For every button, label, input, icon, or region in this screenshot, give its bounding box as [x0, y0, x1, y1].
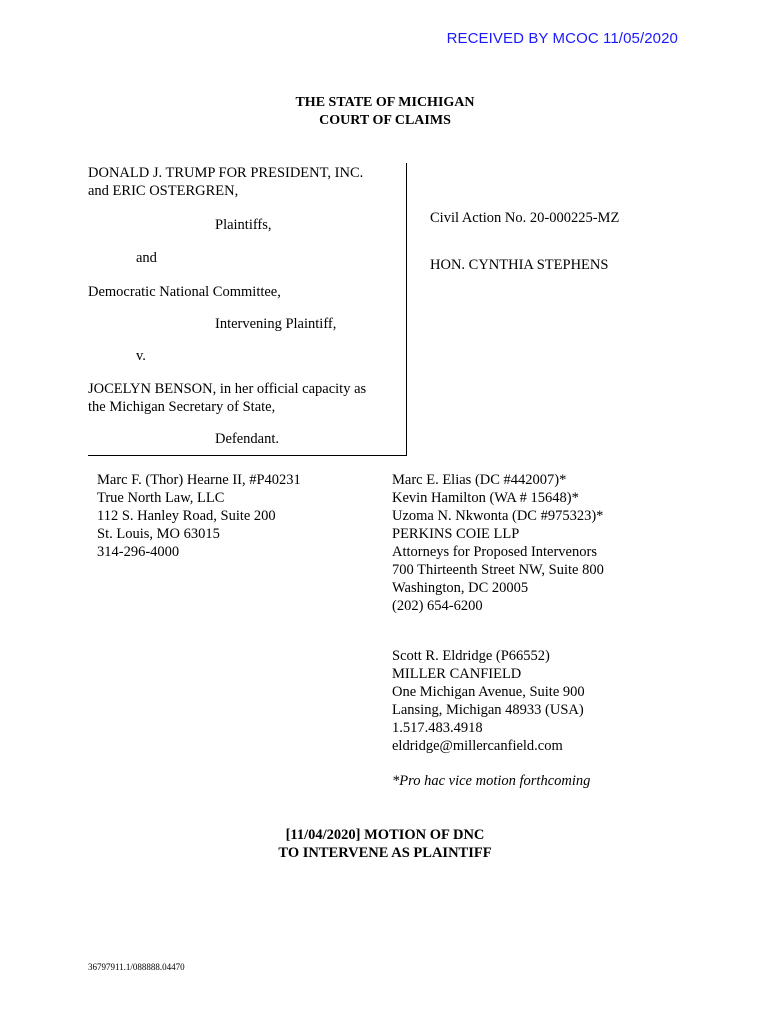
versus: v. — [136, 348, 146, 364]
caption-vertical-rule — [406, 163, 407, 455]
civil-action-number: Civil Action No. 20-000225-MZ — [430, 210, 620, 226]
counsel-line: PERKINS COIE LLP — [392, 526, 520, 542]
intervenor-name: Democratic National Committee, — [88, 284, 281, 300]
judge-name: HON. CYNTHIA STEPHENS — [430, 257, 609, 273]
counsel-line: Scott R. Eldridge (P66552) — [392, 648, 550, 664]
motion-title — [0, 826, 770, 862]
counsel-line: Lansing, Michigan 48933 (USA) — [392, 702, 584, 718]
counsel-miller-block — [392, 647, 585, 755]
counsel-line: Attorneys for Proposed Intervenors — [392, 544, 597, 560]
pro-hac-vice-note: *Pro hac vice motion forthcoming — [392, 773, 591, 789]
motion-title-line1: [11/04/2020] MOTION OF DNC — [285, 827, 485, 843]
motion-title-line2: TO INTERVENE AS PLAINTIFF — [278, 845, 492, 861]
plaintiffs-names-line2: and ERIC OSTERGREN, — [88, 183, 239, 199]
defendant-name-line2: the Michigan Secretary of State, — [88, 399, 276, 415]
counsel-line: Marc F. (Thor) Hearne II, #P40231 — [97, 472, 301, 488]
counsel-line: MILLER CANFIELD — [392, 666, 522, 682]
caption-horizontal-rule — [88, 455, 407, 456]
plaintiffs-names-line1: DONALD J. TRUMP FOR PRESIDENT, INC. — [88, 165, 364, 181]
intervenor-label: Intervening Plaintiff, — [215, 316, 337, 332]
counsel-line: Kevin Hamilton (WA # 15648)* — [392, 490, 579, 506]
received-stamp: RECEIVED BY MCOC 11/05/2020 — [446, 30, 678, 47]
counsel-line: One Michigan Avenue, Suite 900 — [392, 684, 585, 700]
counsel-line: Washington, DC 20005 — [392, 580, 529, 596]
court-state: THE STATE OF MICHIGAN — [295, 95, 475, 110]
counsel-line: (202) 654-6200 — [392, 598, 483, 614]
counsel-line: Uzoma N. Nkwonta (DC #975323)* — [392, 508, 604, 524]
plaintiffs-label: Plaintiffs, — [215, 217, 272, 233]
counsel-plaintiffs-block — [97, 471, 301, 561]
counsel-line: Marc E. Elias (DC #442007)* — [392, 472, 567, 488]
court-heading — [0, 94, 770, 130]
defendant-name-line1: JOCELYN BENSON, in her official capacity as — [88, 381, 367, 397]
court-name: COURT OF CLAIMS — [319, 113, 451, 128]
defendant-label: Defendant. — [215, 431, 280, 447]
counsel-line: 1.517.483.4918 — [392, 720, 483, 736]
and-connector: and — [136, 250, 157, 266]
counsel-line: 112 S. Hanley Road, Suite 200 — [97, 508, 276, 524]
counsel-line: 700 Thirteenth Street NW, Suite 800 — [392, 562, 604, 578]
counsel-email: eldridge@millercanfield.com — [392, 738, 563, 754]
counsel-perkins-block — [392, 471, 604, 615]
counsel-line: St. Louis, MO 63015 — [97, 526, 220, 542]
counsel-line: 314-296-4000 — [97, 544, 180, 560]
footer-document-id: 36797911.1/088888.04470 — [88, 962, 185, 972]
counsel-line: True North Law, LLC — [97, 490, 225, 506]
